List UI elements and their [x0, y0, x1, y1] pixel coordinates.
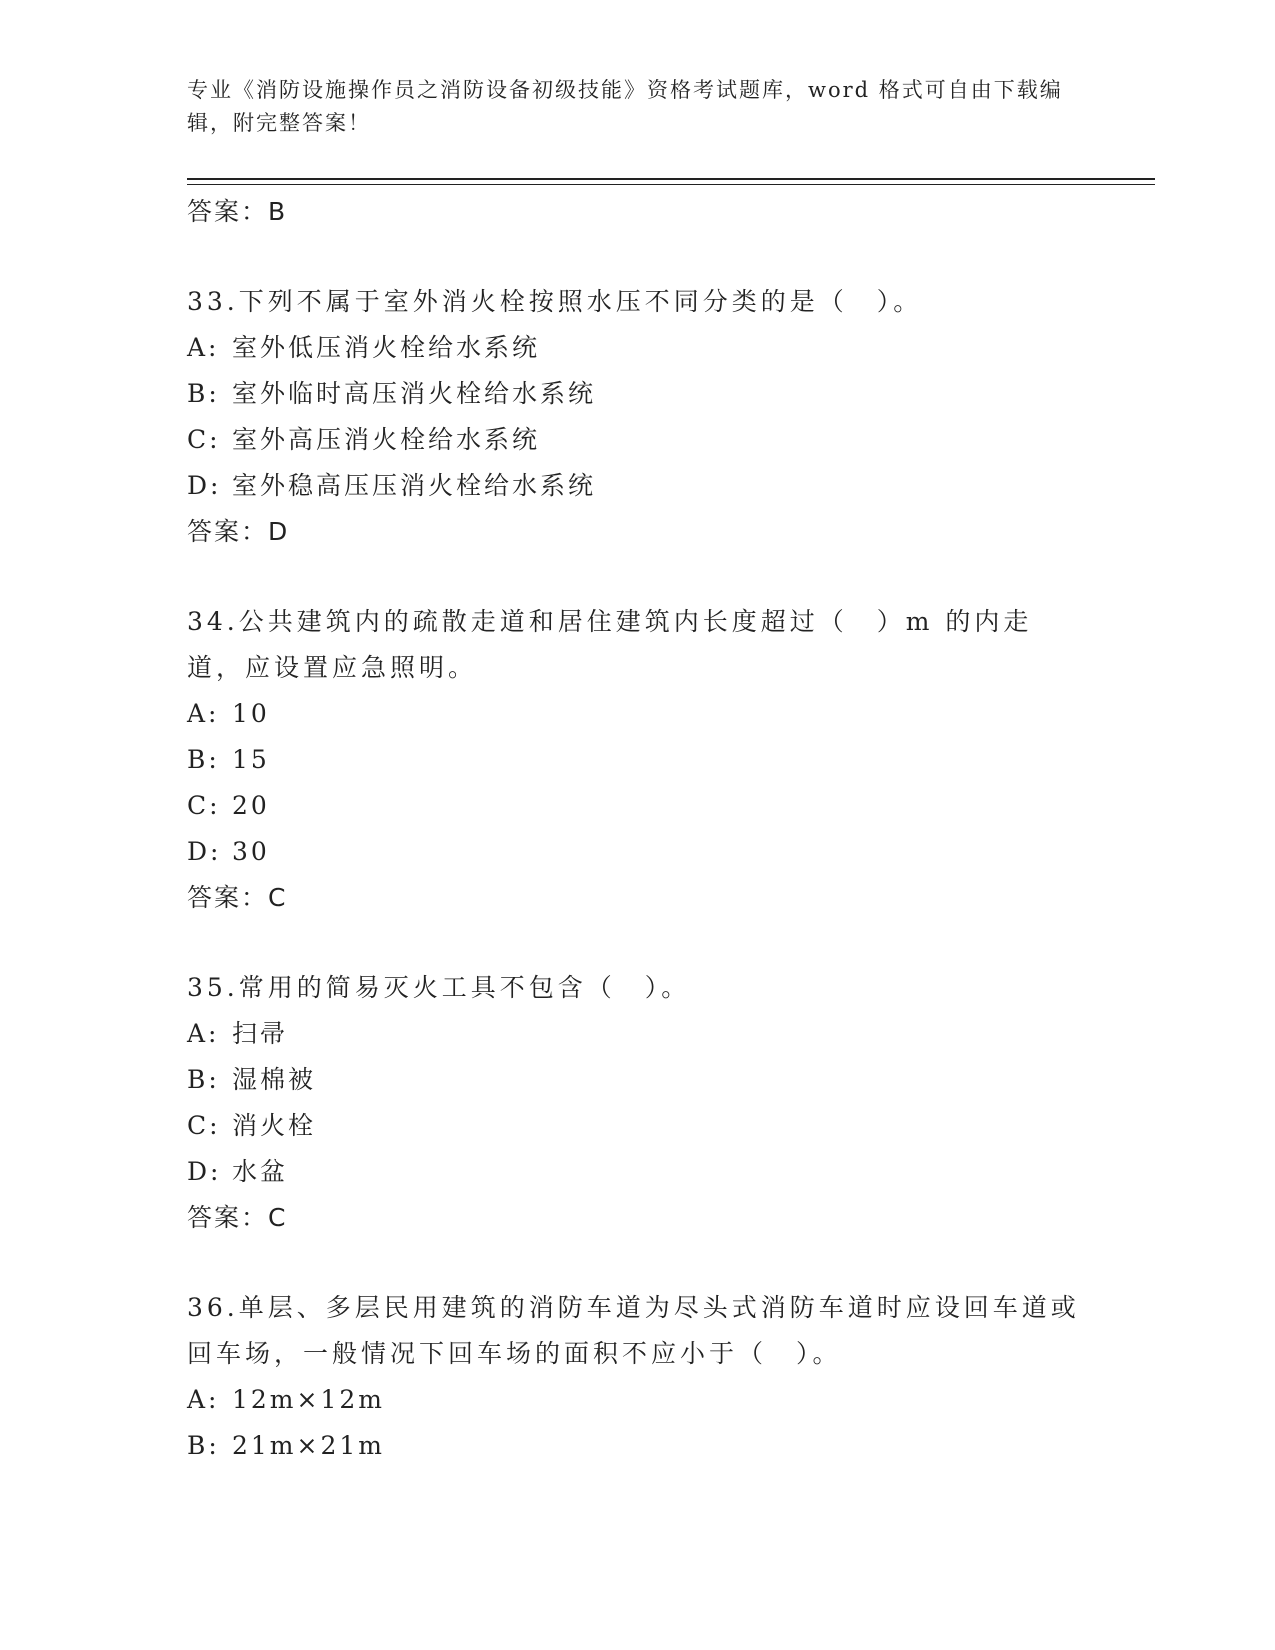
document-header: [187, 74, 1087, 140]
option-a: [187, 1377, 1087, 1423]
answer-line: 答案：B: [187, 197, 288, 226]
question-33: [187, 279, 1087, 555]
option-b: [187, 737, 1087, 783]
option-a: [187, 325, 1087, 371]
option-letter: A:: [187, 333, 220, 362]
option-text: 消火栓: [232, 1111, 317, 1140]
option-letter: B:: [187, 745, 220, 774]
option-text: 20: [232, 791, 270, 820]
question-list: [187, 189, 1087, 1469]
option-letter: D:: [187, 471, 222, 500]
option-d: [187, 1149, 1087, 1195]
option-b: [187, 1057, 1087, 1103]
option-b: [187, 1423, 1087, 1469]
option-text: 室外稳高压压消火栓给水系统: [232, 471, 597, 500]
answer-line: 答案：C: [187, 883, 288, 912]
header-rule-thick: [187, 178, 1155, 180]
header-rule-thin: [187, 184, 1155, 185]
option-a: [187, 1011, 1087, 1057]
question-stem: 35.常用的简易灭火工具不包含（ ）。: [187, 973, 691, 1002]
option-c: [187, 417, 1087, 463]
question-35: [187, 965, 1087, 1241]
option-text: 室外低压消火栓给水系统: [232, 333, 541, 362]
option-letter: B:: [187, 1431, 220, 1460]
answer-line: 答案：D: [187, 517, 290, 546]
question-stem: 34.公共建筑内的疏散走道和居住建筑内长度超过（ ）m 的内走道，应设置应急照明。: [187, 607, 1033, 682]
option-text: 水盆: [232, 1157, 289, 1186]
option-letter: D:: [187, 837, 222, 866]
option-text: 室外临时高压消火栓给水系统: [232, 379, 597, 408]
option-letter: A:: [187, 1019, 220, 1048]
option-text: 12m×12m: [232, 1385, 385, 1414]
option-d: [187, 829, 1087, 875]
option-letter: C:: [187, 791, 221, 820]
option-letter: B:: [187, 1065, 220, 1094]
option-text: 21m×21m: [232, 1431, 385, 1460]
answer-line: 答案：C: [187, 1203, 288, 1232]
option-letter: A:: [187, 1385, 220, 1414]
option-d: [187, 463, 1087, 509]
option-letter: D:: [187, 1157, 222, 1186]
question-stem: 36.单层、多层民用建筑的消防车道为尽头式消防车道时应设回车道或回车场，一般情况下回车场的面积不应小于（ ）。: [187, 1293, 1080, 1368]
option-letter: A:: [187, 699, 220, 728]
option-letter: C:: [187, 425, 221, 454]
question-36: [187, 1285, 1087, 1469]
option-c: [187, 783, 1087, 829]
option-b: [187, 371, 1087, 417]
question-34: [187, 599, 1087, 921]
option-c: [187, 1103, 1087, 1149]
option-text: 室外高压消火栓给水系统: [232, 425, 541, 454]
option-letter: B:: [187, 379, 220, 408]
option-text: 扫帚: [232, 1019, 289, 1048]
header-text: 专业《消防设施操作员之消防设备初级技能》资格考试题库，word 格式可自由下载编辑，附完整答案！: [187, 78, 1063, 135]
option-text: 湿棉被: [232, 1065, 317, 1094]
option-a: [187, 691, 1087, 737]
option-text: 10: [232, 699, 270, 728]
option-letter: C:: [187, 1111, 221, 1140]
question-stem: 33.下列不属于室外消火栓按照水压不同分类的是（ ）。: [187, 287, 923, 316]
option-text: 30: [232, 837, 270, 866]
option-text: 15: [232, 745, 270, 774]
